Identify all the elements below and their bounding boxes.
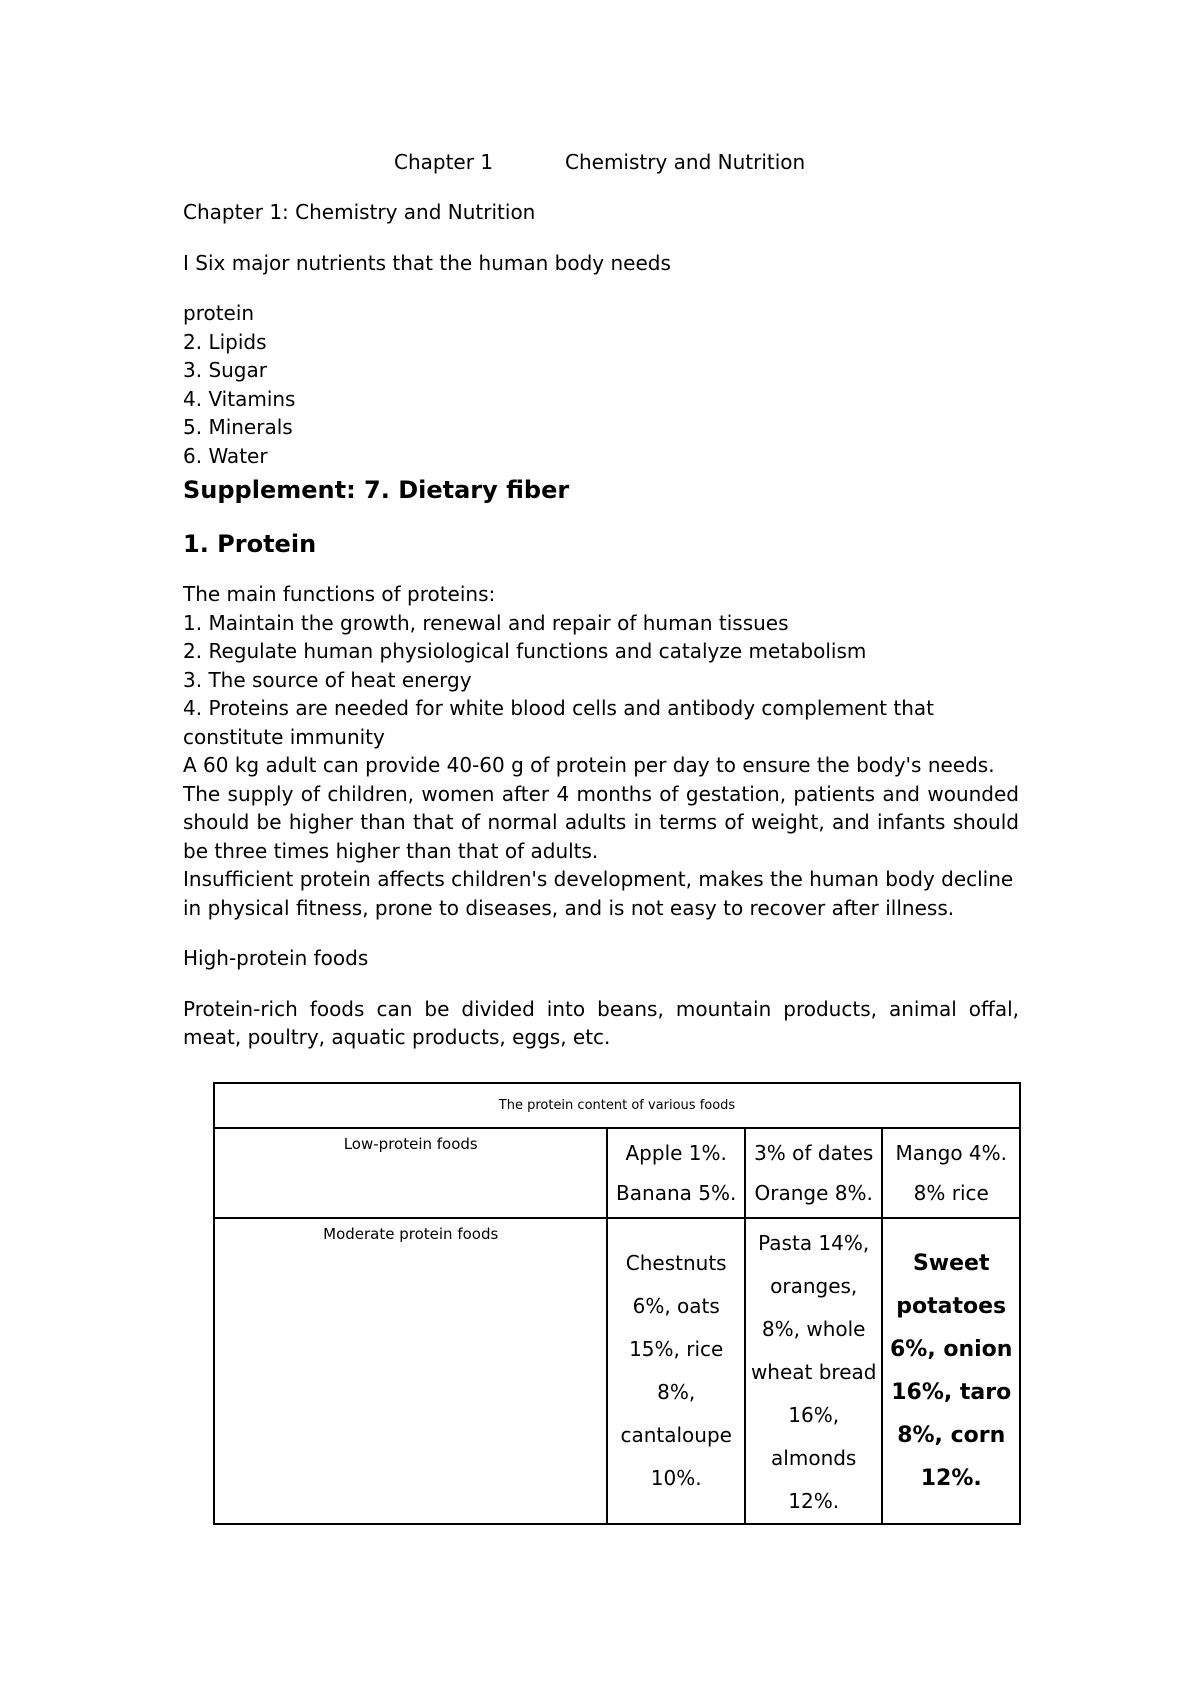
table-row: [214, 1128, 1020, 1218]
functions-intro: The main functions of proteins:: [183, 582, 496, 606]
food-cell: Mango 4%. 8% rice: [882, 1128, 1020, 1218]
function-item: 4. Proteins are needed for white blood cells and antibody complement that constitute immunity: [183, 696, 934, 749]
function-item: 1. Maintain the growth, renewal and repair of human tissues: [183, 610, 789, 635]
row-label: Moderate protein foods: [214, 1218, 607, 1524]
food-cell: Chestnuts 6%, oats 15%, rice 8%, cantaloupe 10%.: [607, 1218, 745, 1524]
food-cell: Apple 1%. Banana 5%.: [607, 1128, 745, 1218]
food-cell: Sweet potatoes 6%, onion 16%, taro 8%, corn 12%.: [882, 1218, 1020, 1524]
nutrient-item: 5. Minerals: [183, 415, 293, 439]
chapter-heading: Chapter 1: Chemistry and Nutrition: [183, 200, 536, 224]
insufficient-paragraph: Insufficient protein affects children's development, makes the human body decline in physical fitness, prone to diseases, and is not easy to recover after illness.: [183, 867, 1014, 920]
food-cell: 3% of dates Orange 8%.: [745, 1128, 883, 1218]
row-label: Low-protein foods: [214, 1128, 607, 1218]
adult-needs: A 60 kg adult can provide 40-60 g of protein per day to ensure the body's needs.: [183, 753, 995, 777]
protein-heading: 1. Protein: [183, 530, 317, 558]
supplement-heading: Supplement: 7. Dietary fiber: [183, 476, 570, 504]
supply-paragraph: The supply of children, women after 4 months of gestation, patients and wounded should be higher than that of normal adults in terms of weight, and infants should be three times higher than that of adults.: [183, 781, 1019, 863]
nutrient-item: 3. Sugar: [183, 358, 267, 382]
document-body: [183, 198, 1019, 1052]
nutrient-item: 6. Water: [183, 443, 268, 468]
header-chapter: Chapter 1: [394, 150, 494, 174]
food-cell: Pasta 14%, oranges, 8%, whole wheat bread 16%, almonds 12%.: [745, 1218, 883, 1524]
nutrient-item: 2. Lipids: [183, 329, 267, 354]
nutrient-item: 4. Vitamins: [183, 386, 296, 411]
header-title: Chemistry and Nutrition: [565, 150, 806, 174]
function-item: 3. The source of heat energy: [183, 667, 472, 692]
protein-content-table: [213, 1082, 1021, 1525]
protein-rich-paragraph: Protein-rich foods can be divided into beans, mountain products, animal offal, meat, poultry, aquatic products, eggs, etc.: [183, 996, 1019, 1049]
section-intro: I Six major nutrients that the human body needs: [183, 250, 671, 275]
nutrient-item: protein: [183, 301, 255, 325]
high-protein-heading: High-protein foods: [183, 946, 369, 970]
table-row: [214, 1218, 1020, 1524]
table-title: The protein content of various foods: [214, 1083, 1020, 1128]
function-item: 2. Regulate human physiological functions and catalyze metabolism: [183, 639, 867, 663]
